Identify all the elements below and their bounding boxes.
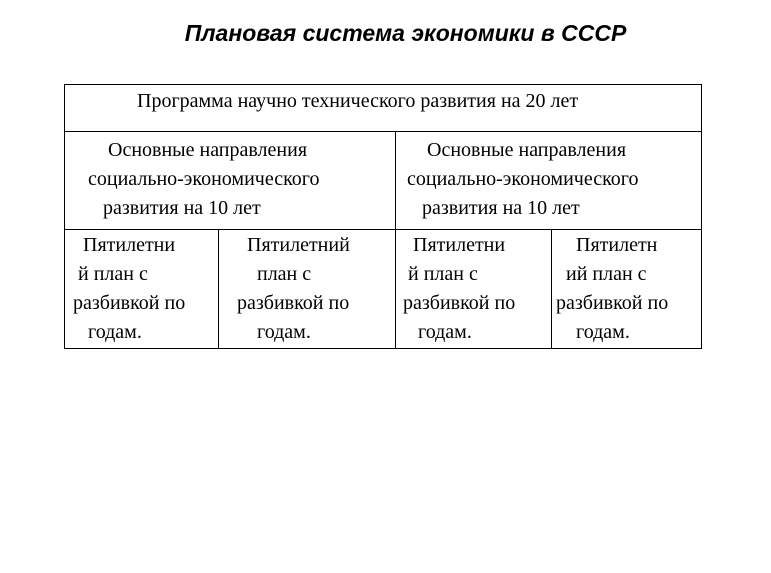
five-year-plan-cell-4: Пятилетн ий план с разбивкой по годам.: [556, 234, 669, 343]
table-divider-directions: [64, 229, 702, 230]
directions-10-years-cell-right: Основные направления социально-экономического развития на 10 лет: [407, 139, 639, 219]
five-year-plan-cell-2: Пятилетний план с разбивкой по годам.: [237, 234, 350, 343]
program-20-years-cell: Программа научно технического развития на 20 лет: [137, 90, 579, 112]
five-year-plan-cell-1: Пятилетни й план с разбивкой по годам.: [73, 234, 186, 343]
table-divider-program: [64, 131, 702, 132]
directions-10-years-cell-left: Основные направления социально-экономического развития на 10 лет: [88, 139, 320, 219]
table-divider-right-plans: [551, 229, 552, 349]
page-title: Плановая система экономики в СССР: [184, 20, 627, 46]
five-year-plan-cell-3: Пятилетни й план с разбивкой по годам.: [403, 234, 516, 343]
table-divider-left-plans: [218, 229, 219, 349]
table-divider-middle: [395, 131, 396, 349]
